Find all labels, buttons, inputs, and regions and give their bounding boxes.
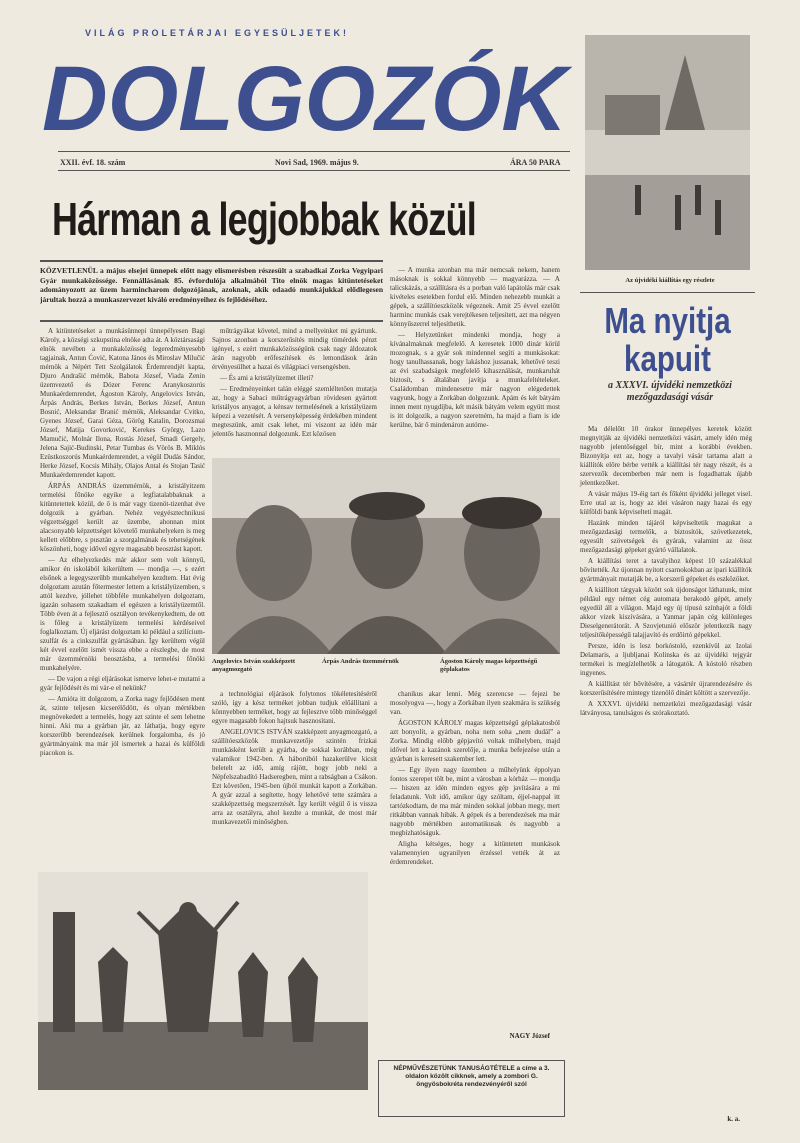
paragraph: — De vajon a régi eljárásokat ismerve lehet-e mutatni a gyár fejlődését és mi vár-e el nekünk? [40, 675, 205, 692]
sidebar-title-line2: kapuit [624, 338, 711, 379]
main-lead: KÖZVETLENÜL a május elsejei ünnepek előtt nagy elismerésben részesült a szabadkai Zorka Vegyipari Gyár munkaközössége. Fennállásának 85. évfordulója alkalmából Tito elnök magas kitüntetéseket adományozott az üzem harmincharom dolgozójának, azoknak, akik odaadó munkájukkal elődlegesen járultak hozzá a munkaszervezet kiváló eredményeihez és fejlődéséhez. [40, 266, 383, 304]
masthead-rule [58, 151, 570, 152]
paragraph: A kitüntetéseket a munkásünnepi ünnepélyesen Bagi Károly, a községi szkupstina elnöke adta át. A köztársasági elnök nevében a munkaközösség legeredményesebb tagjainak, Antun Ćović, Katona János és Miroslav Milučić mérnök a Népért Tett Szolgálatok Érdemrendjét kapta, Djuro Andrašić mérnök, Babota József, Viada Zenin üzemvezető és Dózer Ferenc Aranykoszorús Munkaérdemrendet, Ágoston Károly, Angelovics István, Árpás András, Berkes István, Berkes József, Antun Bosnić, Aleksandar Branić mérnök, Aleksandar Cvitko, Gyenes József, Garai Géza, Görög Katalin, Dorozsmai József, Matija Govorković, Kerekes György, Lazo Mamučić, Molnár Ilona, Rostás József, Smadi Gergely, Jelena Sajić-Budinski, Petar Tumbas és Vörös B. Miklós Ezüstkoszorús Munkaérdemrendet, a végül Dudás Sándor, Herke József, Kocsis Mihály, Olajos Antal és Stojan Tasić Munkaérdemrendet kapott. [40, 327, 205, 479]
paragraph: a technológiai eljárások folytonos tökéletesítéséről szóló, így a kész terméket jobban tudjuk előállítani a könnyebben terméket, hogy az fejlesztve több minőséggel egyre magasabb fokon hajtsuk hasznosítani. [212, 690, 377, 725]
paragraph: ÁRPÁS ANDRÁS üzemmérnök, a kristályitzem termelési főnöke egyike a legfiatalabbaknak a kitüntetettek közül, de ő is már vagy tizenöt-tizenhat éve dolgozik a gyárban. Nehéz vegyésztechnikusi végzettséggel került az üzembe, ahonnan mint alacsonyabb képzettséget követelő munkahelyeken is meg kellett előbbre, s pusztán a szorgalmának és tehetségének köszönheti, hogy idővel egyre magasabb beosztást kapott. [40, 482, 205, 553]
paragraph: — A munka azonban ma már nemcsak nekem, hanem másoknak is sokkal könnyebb — magyarázza. — A talicskázás, a szállításra és a porban való lapátolás már csak kivételes esetekben fordul elő. Minden nehezebb munkát a gépek, a szállítóeszközök végeznek. Amit 25 évvel ezelőtt harminc munkás csak verejtékesen teljesített, azt ma négyen könnyűszerrel teljesíthetik. [390, 266, 560, 328]
main-headline: Hárman a legjobbak közül [52, 193, 476, 245]
masthead-logo [40, 48, 574, 150]
paragraph: ANGELOVICS ISTVÁN szakképzett anyagmozgató, a szállítóeszközök munkavezetője szintén frizkai munkásként került a gyárba, de sokkal korábban, még valamikor 1942-ben. A háborúból hazakerülve kicsit beletelt az idő, amíg rájött, hogy jobb neki a Népfelszabadító Hadseregben, mint a rabságban a Csákon. Ezt követően, 1945-ben újból munkát kapott a Zorkában. A gyár azzal a segítette, hogy lehetővé tette számára a szakképzettség megszerzését. Így került végül ő is vissza arra az osztályra, ahol kezdte a munkát, de most már munkavezetői minőségben. [212, 728, 377, 826]
portrait-caption-2: Árpás András üzemmérnök [322, 658, 399, 665]
paragraph: A vásár május 19-éig tart és főként újvidéki jelleget visel. Erre utal az is, hogy az idei vásáron nagy hazai és egy külföldi bank képviselteti magát. [580, 490, 752, 516]
paragraph: — Amióta itt dolgozom, a Zorka nagy fejlődésen ment át, szinte teljesen kicserélődött, és olyan mértékben megnövekedett a termelés, hogy azt szinte el sem lehetne hinni. Aki ma a gyárban jár, az láthatja, hogy egyre korszerűbb berendezések kerülnek forgalomba, és jó gyártmányaink ma már jól ismertek a hazai és külföldi piacokon is. [40, 695, 205, 757]
sidebar-rule [580, 292, 755, 293]
lower-column-2 [212, 690, 377, 826]
main-column-2 [212, 327, 377, 455]
lower-column-3 [390, 690, 560, 1000]
sidebar-subtitle: a XXXVI. újvidéki nemzetközi mezőgazdasági vásár [608, 380, 732, 403]
folk-art-box [378, 1060, 565, 1117]
lead-rule-bottom [40, 320, 383, 322]
main-column-3 [390, 266, 560, 456]
masthead-motto: VILÁG PROLETÁRJAI EGYESÜLJETEK! [85, 28, 350, 38]
paragraph: Hazánk minden tájáról képviseltetik magukat a mezőgazdasági termelők, a biztosítók, szövetkezetek, egyesült szövetségek és gyárak, valamint az össz mezőgazdasági gépeket gyártó vállalatok. [580, 519, 752, 554]
paragraph: Persze, idén is lesz borkóstoló, ezenkívül az Izolai Delamaris, a ljubljanai Kolinska és az újvidéki tejgyár termékei is megízlelhetők a látogatók. A kóstoló részben ingyenes. [580, 642, 752, 677]
issue-price: ÁRA 50 PARA [510, 158, 561, 167]
article-byline: NAGY József [509, 1032, 550, 1040]
paragraph: műtrágyákat követel, mind a mellyeinket mi gyártunk. Sajnos azonban a korszerűsítés mindig tömérdek pénzt igényel, s ezért munkaközösségünk csak nagy áldozatok árán nagyobb erőfeszítések és lemondások árán érvényesülhet a hazai és világpiaci versengésben. [212, 327, 377, 371]
portrait-caption-3: Ágoston Károly magas képzettségű géplakatos [440, 658, 538, 673]
sidebar-signature: k. a. [727, 1115, 740, 1123]
paragraph: — És ami a kristályüzemet illeti? [220, 374, 314, 382]
paragraph: A kiállítást tér bővítésére, a vásártér újrarendezésére és korszerűsítésére mintegy tizenölő dinárt költött a szervezője. [580, 680, 752, 697]
paragraph: — Helyzetünket mindenki mondja, hogy a kívánalmaknak megfelelő. A keresetek 1000 dinár körül mozognak, s a gyár sok mindennel segíti a munkásokat: hogy tanulhassanak, hogy lakáshoz jussanak, lehetővé teszi az évi szabadságok megfelelő kihasználását, munkaruhát biztosít, s általában javítja a munkafeltételeket. Családomban mindenesetre már nagyon elégedettek vagyunk, hogy a Zorkában dolgozunk. Apám és két bátyám innen ment nyugdíjba, két másik bátyám velem együtt most is itt dolgozik, a nagyon szeretném, ha majd a fiam is ide kerülne, bár ő mindenáron autóme- [390, 331, 560, 429]
paragraph: Ma délelőtt 10 órakor ünnepélyes keretek között megnyitják az újvidéki nemzetközi vásárt, amely idén még nagyobb jelentőséggel bír, mint a korábbi években. Bizonyítja ezt az, hogy a tavalyi vásár tartama alatt a kiállítók előre bérbe vették a kiállítási tér nagy részét, és a szervezők decemberben már nem is fogadhattak újabb jelentkezőket. [580, 425, 752, 487]
folk-dance-photo [38, 872, 368, 1090]
masthead-title: DOLGOZÓK [42, 48, 574, 150]
issue-number: XXII. évf. 18. szám [60, 158, 126, 167]
paragraph: A kiállított tárgyak között sok újdonságot láthatunk, mint például egy német cég automata berakodó gépét, amely egyedül áll a világon. Majd egy új típusú színhajót a földi akkor vizek kiszívására, a Yanmar japán cég különleges Dieselgenerátorát. A Szovjetunió először jelentkezik nagy teljesítőképességű talajjavító és erdőirtó gépekkel. [580, 586, 752, 639]
paragraph: ÁGOSTON KÁROLY magas képzettségű géplakatosból azt bonyolít, a gyárban, noha nem soha „nem dudál” a Zorka. Mindig előbb gépjavító voltak műhelyben, majd idővel lett a kazánok szerelője, a munka befejezése után a gyárban is keresett szakember lett. [390, 719, 560, 763]
paragraph: Aligha kétséges, hogy a kitüntetett munkások valamennyien ugyanilyen érzéssel vették át az érdemrendeket. [390, 840, 560, 866]
main-column-1 [40, 327, 205, 867]
paragraph: — Az elhelyezkedés már akkor sem volt könnyű, amikor én iskolából kikerültem — mondja —, s ezért elsőnek a legegyszerűbb munkahelyen kezdtem. Hat évig dolgoztam azután főtermester lettem a kristályüzemben, s attól kezdve, jóllehet többféle munkahelyen dolgoztam, igazán sohasem szakadtam el egészen a kristályüzemtől. Több éven át a fejlesztő osztályon tevékenykedtem, de ott is főleg a kristályüzem termelési kérdéseivel foglalkoztam. Új eljárást dolgoztam ki például a szilícium-szulfát és a cinkszulfát gyártásában. Így kerültem végül két évvel ezelőtt ismét vissza ebbe a részlegbe, de most már üzemmérnöki beosztásba, a termelési főnöki munkahelyére. [40, 556, 205, 672]
sidebar-title-line1: Ma nyitja [604, 300, 731, 341]
lead-rule [40, 260, 383, 262]
fair-photo [585, 35, 750, 270]
portraits-photo [212, 458, 560, 654]
portrait-caption-1: Angelovics István szakképzett anyagmozgató [212, 658, 296, 673]
issue-place-date: Novi Sad, 1969. május 9. [275, 158, 359, 167]
paragraph: chanikus akar lenni. Még szerencse — fejezi be mosolyogva —, hogy a Zorkában ilyen szakmára is szükség van. [390, 690, 560, 716]
paragraph: — Eredményeinket talán eléggé szemléltetően mutatja az, hogy a Sabaci műtrágyagyárban rövidesen gyártott kristályos anyagot, a kénsav termelésének a kristályüzem képezi a vezetését. A versenyképesség érdekében mindent megteszünk, amit csak lehet, mi viszont az idén már jelentős hasznonnal dolgozunk. Ezt közösen [212, 385, 377, 438]
folk-art-box-title: NÉPMŰVÉSZETÜNK TANUSÁGTÉTELE a címe a 3. oldalon közölt cikknek, amely a zombori G. öngyösbokréta rendezvényéről szól [393, 1065, 550, 1088]
fair-photo-caption: Az újvidéki kiállítás egy részlete [625, 277, 715, 284]
sidebar-article [580, 425, 752, 1105]
paragraph: — Egy ilyen nagy üzemben a műhelyünk éppolyan fontos szerepet tölt be, mint a városban a kórház — mondja — hiszen az idén minden egyes gép javítására a mi feladatunk. Volt idő, amikor úgy szóltam, éjjel-nappal itt tartózkodtam, de ma már minden sokkal jobban megy, mert ritkábban vannak hibák. A gépek és a berendezések ma már nagyobb mértékben automatikusak és nagyobb a megbízhatóságuk. [390, 766, 560, 837]
paragraph: A kiállítási teret a tavalyihoz képest 10 százalékkal bővítették. Az újonnan nyitott csarnokokban az ipari kiállítók gyártmányait mutatják be, a korszerű gépeket és eszközöket. [580, 557, 752, 583]
masthead-rule-lower [58, 170, 570, 171]
paragraph: A XXXVI. újvidéki nemzetközi mezőgazdasági vásár látványosa, tanulságos és szórakoztató. [580, 700, 752, 717]
